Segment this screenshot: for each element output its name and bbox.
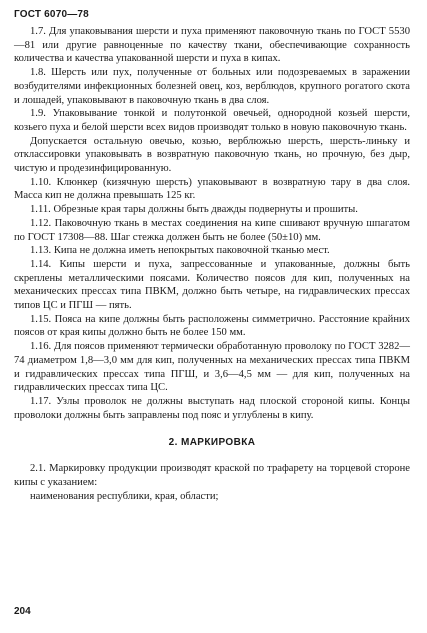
paragraph-1-13: 1.13. Кипа не должна иметь непокрытых паковочной тканью мест. xyxy=(30,245,330,257)
document-body xyxy=(14,25,410,503)
paragraph-1-12: 1.12. Паковочную ткань в местах соединения на кипе сшивают вручную шпагатом по ГОСТ 17308—88. Шаг стежка должен быть не более (50±10) мм. xyxy=(14,217,410,243)
paragraph-2-1: 2.1. Маркировку продукции производят краской по трафарету на торцевой стороне кипы с указанием: xyxy=(14,463,410,488)
paragraph-1-11: 1.11. Обрезные края тары должны быть дважды подвернуты и прошиты. xyxy=(30,204,358,216)
paragraph-1-8: 1.8. Шерсть или пух, полученные от больных или подозреваемых в заражении возбудителями инфекционных болезней овец, коз, верблюдов, крупного рогатого скота и лошадей, упаковывают в паковочную ткань в два слоя. xyxy=(14,67,410,106)
paragraph-2-1-item: наименования республики, края, области; xyxy=(30,490,219,502)
paragraph-1-17: 1.17. Узлы проволок не должны выступать над плоской стороной кипы. Концы проволоки должны быть заправлены под пояс и углублены в кипу. xyxy=(14,395,410,421)
paragraph-1-14: 1.14. Кипы шерсти и пуха, запрессованные и упакованные, должны быть скреплены металлическими поясами. Количество поясов для кип, полученных на механических прессах типа ПВКМ, должно быть четыре, на гидравлических прессах типов ЦС и ПГШ — пять. xyxy=(14,258,410,312)
paragraph-1-9: 1.9. Упаковывание тонкой и полутонкой овечьей, однородной козьей шерсти, козьего пуха и белой шерсти всех видов производят только в новую паковочную ткань. xyxy=(14,108,410,133)
page-number: 204 xyxy=(14,606,31,617)
paragraph-1-10: 1.10. Клюнкер (кизячную шерсть) упаковывают в возвратную тару в два слоя. Масса кип не должна превышать 125 кг. xyxy=(14,176,410,202)
paragraph-1-9-note: Допускается остальную овечью, козью, верблюжью шерсть, шерсть-линьку и отклассировки упаковывать в возвратную паковочную ткань, но прочную, без дыр, чистую и продезинфицированную. xyxy=(14,135,410,175)
paragraph-1-15: 1.15. Пояса на кипе должны быть расположены симметрично. Расстояние крайних поясов от края кипы должно быть не более 150 мм. xyxy=(14,313,410,339)
paragraph-1-16: 1.16. Для поясов применяют термически обработанную проволоку по ГОСТ 3282—74 диаметром 1,8—3,0 мм для кип, полученных на механических прессах типа ПВКМ и гидравлических прессах типа ПГШ, и 3,6—4,5 мм — для кип, полученных на гидравлических прессах типа ЦС. xyxy=(14,341,410,394)
paragraph-1-7: 1.7. Для упаковывания шерсти и пуха применяют паковочную ткань по ГОСТ 5530—81 или другие равноценные по качеству ткани, обеспечивающие сохранность количества и качества упакованной шерсти и пуха в кипах. xyxy=(14,26,410,65)
section-title: 2. МАРКИРОВКА xyxy=(168,437,256,449)
document-header: ГОСТ 6070—78 xyxy=(14,9,89,20)
